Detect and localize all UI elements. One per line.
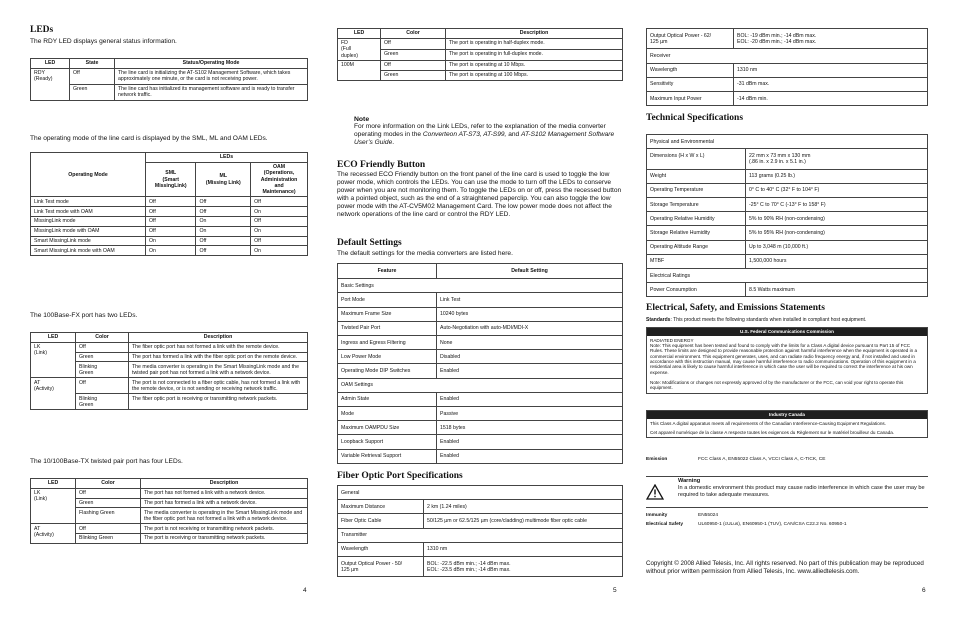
led-description: The port has formed a link with the fiber optic port on the remote device. — [129, 352, 308, 362]
led-color: Off — [76, 378, 129, 394]
table-row — [338, 364, 623, 378]
table-header: Description — [446, 29, 623, 39]
spec-label: MTBF — [647, 254, 746, 268]
spec-value: 5% to 95% RH (non-condensing) — [746, 226, 928, 240]
table-row — [338, 38, 623, 49]
table-row — [647, 149, 928, 169]
table-row — [647, 169, 928, 183]
table-row — [31, 217, 308, 227]
table-cell: Off — [251, 197, 308, 207]
page-number: 6 — [922, 587, 926, 594]
spec-label: Storage Relative Humidity — [647, 226, 746, 240]
spec-label: Storage Temperature — [647, 198, 746, 212]
table-cell: Off — [251, 217, 308, 227]
spec-label: Admin State — [338, 392, 437, 406]
table-cell: On — [251, 226, 308, 236]
spec-value: 50/125 µm or 62.5/125 µm (core/cladding) multimode fiber optic cable — [424, 514, 623, 528]
led-description: The media converter is operating in the Smart MissingLink mode and the twisted pair port has not formed a link with a network device. — [129, 362, 308, 378]
led-description: The port is operating in half-duplex mode. — [446, 38, 623, 49]
fiber-spec-table — [337, 485, 623, 577]
led-description: The port is receiving or transmitting network packets. — [141, 534, 308, 544]
table-cell: Off — [196, 197, 251, 207]
spec-label: Maximum Input Power — [647, 92, 734, 106]
spec-value: 2 km (1.24 miles) — [424, 500, 623, 514]
spec-value: Up to 3,048 m (10,000 ft.) — [746, 240, 928, 254]
spec-label: Maximum OAMPDU Size — [338, 421, 437, 435]
table-row — [647, 92, 928, 106]
spec-label: Fiber Optic Cable — [338, 514, 424, 528]
table-row — [338, 542, 623, 556]
table-cell: On — [251, 207, 308, 217]
table-row — [338, 49, 623, 60]
page-number: 4 — [303, 587, 307, 594]
table-cell: On — [196, 226, 251, 236]
safety-value: UL60950-1 (cULus), EN60950-1 (TUV), CAN/CSA C22.2 No. 60950-1 — [698, 522, 847, 527]
fiber-heading: Fiber Optic Port Specifications — [337, 471, 463, 481]
led-description: The port is not receiving or transmitting network packets. — [141, 524, 308, 534]
spec-label: Output Optical Power - 50/ 125 µm — [338, 557, 424, 577]
spec-value: BOL: -19 dBm min.; -14 dBm max. EOL: -20 dBm min.; -14 dBm max. — [734, 29, 928, 49]
led-color: Off — [381, 61, 446, 71]
table-row — [647, 183, 928, 197]
table-cell: MissingLink mode with OAM — [31, 226, 146, 236]
table-section-row: Basic Settings — [338, 279, 623, 293]
safety-label: Electrical Safety — [646, 522, 684, 527]
table-row — [338, 293, 623, 307]
led-color: Blinking Green — [76, 362, 129, 378]
rdy-table — [30, 58, 308, 101]
led-color: Green — [76, 498, 141, 508]
led-color: Blinking Green — [76, 534, 141, 544]
fcc-banner: U.S. Federal Communications Commission — [647, 328, 927, 336]
ic-box — [646, 410, 928, 438]
table-row — [31, 342, 308, 352]
led-name: LK (Link) — [31, 342, 76, 378]
table-cell: Link Test mode with OAM — [31, 207, 146, 217]
table-row — [338, 336, 623, 350]
table-cell: On — [196, 217, 251, 227]
th-led: LED — [31, 59, 70, 69]
led-name: AT (Activity) — [31, 524, 76, 544]
eco-heading: ECO Friendly Button — [337, 160, 426, 170]
tech-heading: Technical Specifications — [646, 113, 744, 123]
led-description: The fiber optic port has not formed a link with the remote device. — [129, 342, 308, 352]
led-description: The fiber optic port is receiving or transmitting network packets. — [129, 394, 308, 410]
table-cell: Smart MissingLink mode with OAM — [31, 246, 146, 256]
spec-value: Link Test — [437, 293, 623, 307]
table-header: LED — [31, 479, 76, 489]
led-color: Off — [381, 38, 446, 49]
led-color: Blinking Green — [76, 394, 129, 410]
led-color: Off — [76, 488, 141, 498]
table-row — [338, 321, 623, 335]
spec-value: None — [437, 336, 623, 350]
led-description: The port has formed a link with a network device. — [141, 498, 308, 508]
leds-intro: The RDY LED displays general status information. — [30, 38, 177, 45]
table-header: LED — [31, 333, 76, 343]
spec-value: 1310 nm — [424, 542, 623, 556]
warning-title: Warning — [678, 478, 701, 484]
spec-label: Wavelength — [647, 63, 734, 77]
table-row — [338, 307, 623, 321]
spec-label: Twisted Pair Port — [338, 321, 437, 335]
spec-label: Weight — [647, 169, 746, 183]
note-box — [354, 116, 616, 147]
led-description: The port has not formed a link with a network device. — [141, 488, 308, 498]
th-state: State — [70, 59, 115, 69]
tx-led-table — [30, 478, 308, 544]
spec-value: Enabled — [437, 435, 623, 449]
spec-label: Maximum Frame Size — [338, 307, 437, 321]
spec-value: 10240 bytes — [437, 307, 623, 321]
spec-value: 0° C to 40° C (32° F to 104° F) — [746, 183, 928, 197]
led-color: Off — [76, 342, 129, 352]
spec-label: Ingress and Egress Filtering — [338, 336, 437, 350]
led-name: RDY (Ready) — [31, 68, 70, 100]
spec-label: Wavelength — [338, 542, 424, 556]
emission-label: Emission — [646, 457, 668, 462]
fcc-title: RADIATED ENERGY — [650, 337, 694, 343]
table-row — [647, 77, 928, 91]
leds-heading: LEDs — [30, 25, 54, 35]
table-row — [338, 514, 623, 528]
led-color: Green — [76, 352, 129, 362]
spec-value: Passive — [437, 407, 623, 421]
table-cell: Smart MissingLink mode — [31, 236, 146, 246]
spec-value: 22 mm x 73 mm x 130 mm (.86 in. x 2.9 in. x 5.1 in.) — [746, 149, 928, 169]
fcc-text: Note: This equipment has been tested and found to comply with the limits for a Class A digital device pursuant to Part 15 of FCC Rules. These limits are designed to provide reasonable protection against harmful interference when the equipment is operated in a commercial environment. This equipment generates, uses, and can radiate radio frequency energy and, if not installed and used in accordance with this instruction manual, may cause harmful interference to radio communications. Operation of this equipment in a residential area is likely to cause harmful interference in which case the user will be required to correct the interference at his own expense. — [650, 343, 918, 375]
tech-spec-table — [646, 134, 928, 297]
led-description: The media converter is operating in the Smart MissingLink mode and the fiber optic port has not formed a link with a network device. — [141, 508, 308, 524]
duplex-led-table — [337, 28, 623, 81]
table-row — [338, 557, 623, 577]
spec-label: Sensitivity — [647, 77, 734, 91]
table-section-row: Physical and Environmental — [647, 135, 928, 149]
table-cell: Off — [146, 226, 196, 236]
note-text: For more information on the Link LEDs, refer to the explanation of the media converter operating modes in the Converteon AT-S73, AT-S99, and AT-S102 Management Software User’s Guide. — [354, 123, 615, 146]
table-header: Color — [381, 29, 446, 39]
spec-label: Low Power Mode — [338, 350, 437, 364]
led-description: The port is operating in full-duplex mode. — [446, 49, 623, 60]
spec-label: Power Consumption — [647, 283, 746, 297]
elec-heading: Electrical, Safety, and Emissions Statements — [646, 303, 825, 313]
table-header: Color — [76, 333, 129, 343]
table-cell: Off — [196, 236, 251, 246]
page-number: 5 — [613, 587, 617, 594]
spec-value: 113 grams (0.25 lb.) — [746, 169, 928, 183]
table-cell: Off — [146, 207, 196, 217]
table-header: Default Setting — [437, 264, 623, 279]
table-row — [647, 283, 928, 297]
table-header: Feature — [338, 264, 437, 279]
led-color: Green — [381, 49, 446, 60]
spec-label: Dimensions (H x W x L) — [647, 149, 746, 169]
spec-value: -14 dBm min. — [734, 92, 928, 106]
spec-value: 8.5 Watts maximum — [746, 283, 928, 297]
led-color: Flashing Green — [76, 508, 141, 524]
spec-value: 1310 nm — [734, 63, 928, 77]
spec-value: 1518 bytes — [437, 421, 623, 435]
mode-intro: The operating mode of the line card is displayed by the SML, ML and OAM LEDs. — [30, 135, 268, 142]
ic-banner: Industry Canada — [647, 411, 927, 419]
spec-value: -25° C to 70° C (-13° F to 158° F) — [746, 198, 928, 212]
table-row — [338, 392, 623, 406]
table-row — [31, 226, 308, 236]
table-row — [647, 212, 928, 226]
table-row — [338, 350, 623, 364]
spec-label: Mode — [338, 407, 437, 421]
copyright: Copyright © 2008 Allied Telesis, Inc. All rights reserved. No part of this publication may be reproduced without prior written permission from Allied Telesis, Inc. www.alliedtelesis.com. — [646, 560, 924, 575]
spec-label: Operating Temperature — [647, 183, 746, 197]
note-title: Note — [354, 116, 370, 123]
table-cell: Off — [196, 246, 251, 256]
led-color: Off — [76, 524, 141, 534]
spec-value: BOL: -22.5 dBm min.; -14 dBm max. EOL: -23.5 dBm min.; -14 dBm max. — [424, 557, 623, 577]
table-cell: Off — [196, 207, 251, 217]
eco-text: The recessed ECO Friendly button on the front panel of the line card is used to toggle the low power mode, which controls the LEDs. You can use the mode to turn off the LEDs to conserve power when you are not monitoring them. To toggle the LEDs on or off, press the recessed button with a pointed object, such as the end of a straightened paperclip. You can also toggle the low power mode with the AT-CV5M02 Management Card. The low power mode does not affect the network operations of the line card or control the RDY LED. — [337, 171, 622, 218]
defaults-table — [337, 263, 623, 464]
led-description: The port is operating at 100 Mbps. — [446, 70, 623, 80]
warning-block — [646, 476, 928, 508]
table-row — [31, 197, 308, 207]
table-row — [338, 407, 623, 421]
table-row — [338, 61, 623, 71]
spec-label: Port Mode — [338, 293, 437, 307]
table-row: Green The line card has initialized its management software and is ready to transfer network traffic. — [31, 84, 308, 100]
table-row — [31, 236, 308, 246]
spec-value: 1,500,000 hours — [746, 254, 928, 268]
table-row — [338, 421, 623, 435]
spec-label: Variable Retrieval Support — [338, 449, 437, 463]
table-cell: On — [251, 246, 308, 256]
table-cell: MissingLink mode — [31, 217, 146, 227]
table-cell: On — [146, 246, 196, 256]
table-row — [338, 500, 623, 514]
table-cell: Link Test mode — [31, 197, 146, 207]
led-name: 100M — [338, 61, 381, 81]
immunity-label: Immunity — [646, 513, 668, 518]
table-cell: Off — [146, 217, 196, 227]
table-cell: Off — [251, 236, 308, 246]
table-row — [31, 207, 308, 217]
immunity-line — [646, 513, 718, 518]
table-header: Description — [141, 479, 308, 489]
spec-value: Enabled — [437, 364, 623, 378]
spec-label: Operating Altitude Range — [647, 240, 746, 254]
led-name: FD (Full duplex) — [338, 38, 381, 60]
table-section-row: Electrical Ratings — [647, 269, 928, 283]
spec-value: Auto-Negotiation with auto-MDI/MDI-X — [437, 321, 623, 335]
fcc-box — [646, 327, 928, 394]
table-row — [31, 524, 308, 534]
safety-line — [646, 522, 847, 527]
spec-label: Output Optical Power - 62/ 125 µm — [647, 29, 734, 49]
table-row — [31, 246, 308, 256]
table-row — [647, 29, 928, 49]
spec-label: Operating Relative Humidity — [647, 212, 746, 226]
spec-value: Enabled — [437, 449, 623, 463]
warning-text: In a domestic environment this product may cause radio interference in which case the user may be required to take adequate measures. — [678, 485, 925, 498]
led-name: AT (Activity) — [31, 378, 76, 410]
led-description: The port is operating at 10 Mbps. — [446, 61, 623, 71]
spec-value: Disabled — [437, 350, 623, 364]
fcc-text-2: Note: Modifications or changes not expressly approved of by the manufacturer or the FCC, can void your right to operate this equipment. — [650, 379, 904, 391]
table-row — [647, 240, 928, 254]
ic-text-2: Cet appareil numérique de la classe A respecte toutes les exigences du Règlement sur le matériel brouilleur du Canada. — [650, 430, 895, 436]
emission-line — [646, 457, 825, 462]
table-header: LED — [338, 29, 381, 39]
table-row — [338, 449, 623, 463]
fx-led-table — [30, 332, 308, 410]
spec-value: Enabled — [437, 392, 623, 406]
table-row: RDY (Ready) Off The line card is initializing the AT-S102 Management Software, which takes approximately one minute, or the card is not receiving power. — [31, 68, 308, 84]
table-section-row: OAM Settings — [338, 378, 623, 392]
tx-intro: The 10/100Base-TX twisted pair port has four LEDs. — [30, 458, 183, 465]
led-color: Green — [381, 70, 446, 80]
table-row — [338, 435, 623, 449]
table-cell: Off — [146, 197, 196, 207]
table-header: Description — [129, 333, 308, 343]
table-row — [31, 488, 308, 498]
table-section-row: General — [338, 486, 623, 500]
spec-label: Operating Mode DIP Switches — [338, 364, 437, 378]
spec-value: 5% to 90% RH (non-condensing) — [746, 212, 928, 226]
th-status: Status/Operating Mode — [115, 59, 308, 69]
table-header: Color — [76, 479, 141, 489]
immunity-value: EN55024 — [698, 513, 719, 518]
table-row — [31, 378, 308, 394]
table-section-row: Transmitter — [338, 528, 623, 542]
spec-label: Loopback Support — [338, 435, 437, 449]
table-row — [647, 254, 928, 268]
standards-line: Standards: This product meets the following standards when installed in compliant host equipment. — [646, 317, 867, 323]
defaults-heading: Default Settings — [337, 238, 402, 248]
spec-value: -31 dBm max. — [734, 77, 928, 91]
led-name: LK (Link) — [31, 488, 76, 524]
mode-table: Operating Mode LEDs SML (Smart MissingLink) ML (Missing Link) OAM (Operations, Administration and Maintenance) Link Test mode Off Off Off Link Test mode with OAM Off Off On MissingLink mode Off On Off MissingLink mode with OAM Off On On Smart MissingLink mode On Off Off Smart MissingLink mode with OAM On Off On — [30, 152, 308, 256]
table-row — [647, 226, 928, 240]
ic-text: This Class A digital apparatus meets all requirements of the Canadian Interference-Causing Equipment Regulations. — [650, 420, 886, 426]
fx-intro: The 100Base-FX port has two LEDs. — [30, 312, 138, 319]
table-row — [647, 63, 928, 77]
table-cell: On — [146, 236, 196, 246]
table-row — [338, 70, 623, 80]
fiber-spec-continued-table — [646, 28, 928, 106]
spec-label: Maximum Distance — [338, 500, 424, 514]
table-row — [647, 198, 928, 212]
emission-value: FCC Class A, EN55022 Class A, VCCI Class A, C-TICK, CE — [698, 457, 826, 462]
led-description: The port is not connected to a fiber optic cable, has not formed a link with the remote device, or is not sending or receiving network traffic. — [129, 378, 308, 394]
warning-triangle-icon — [646, 484, 664, 500]
table-section-row: Receiver — [647, 49, 928, 63]
defaults-intro: The default settings for the media converters are listed here. — [337, 250, 513, 257]
